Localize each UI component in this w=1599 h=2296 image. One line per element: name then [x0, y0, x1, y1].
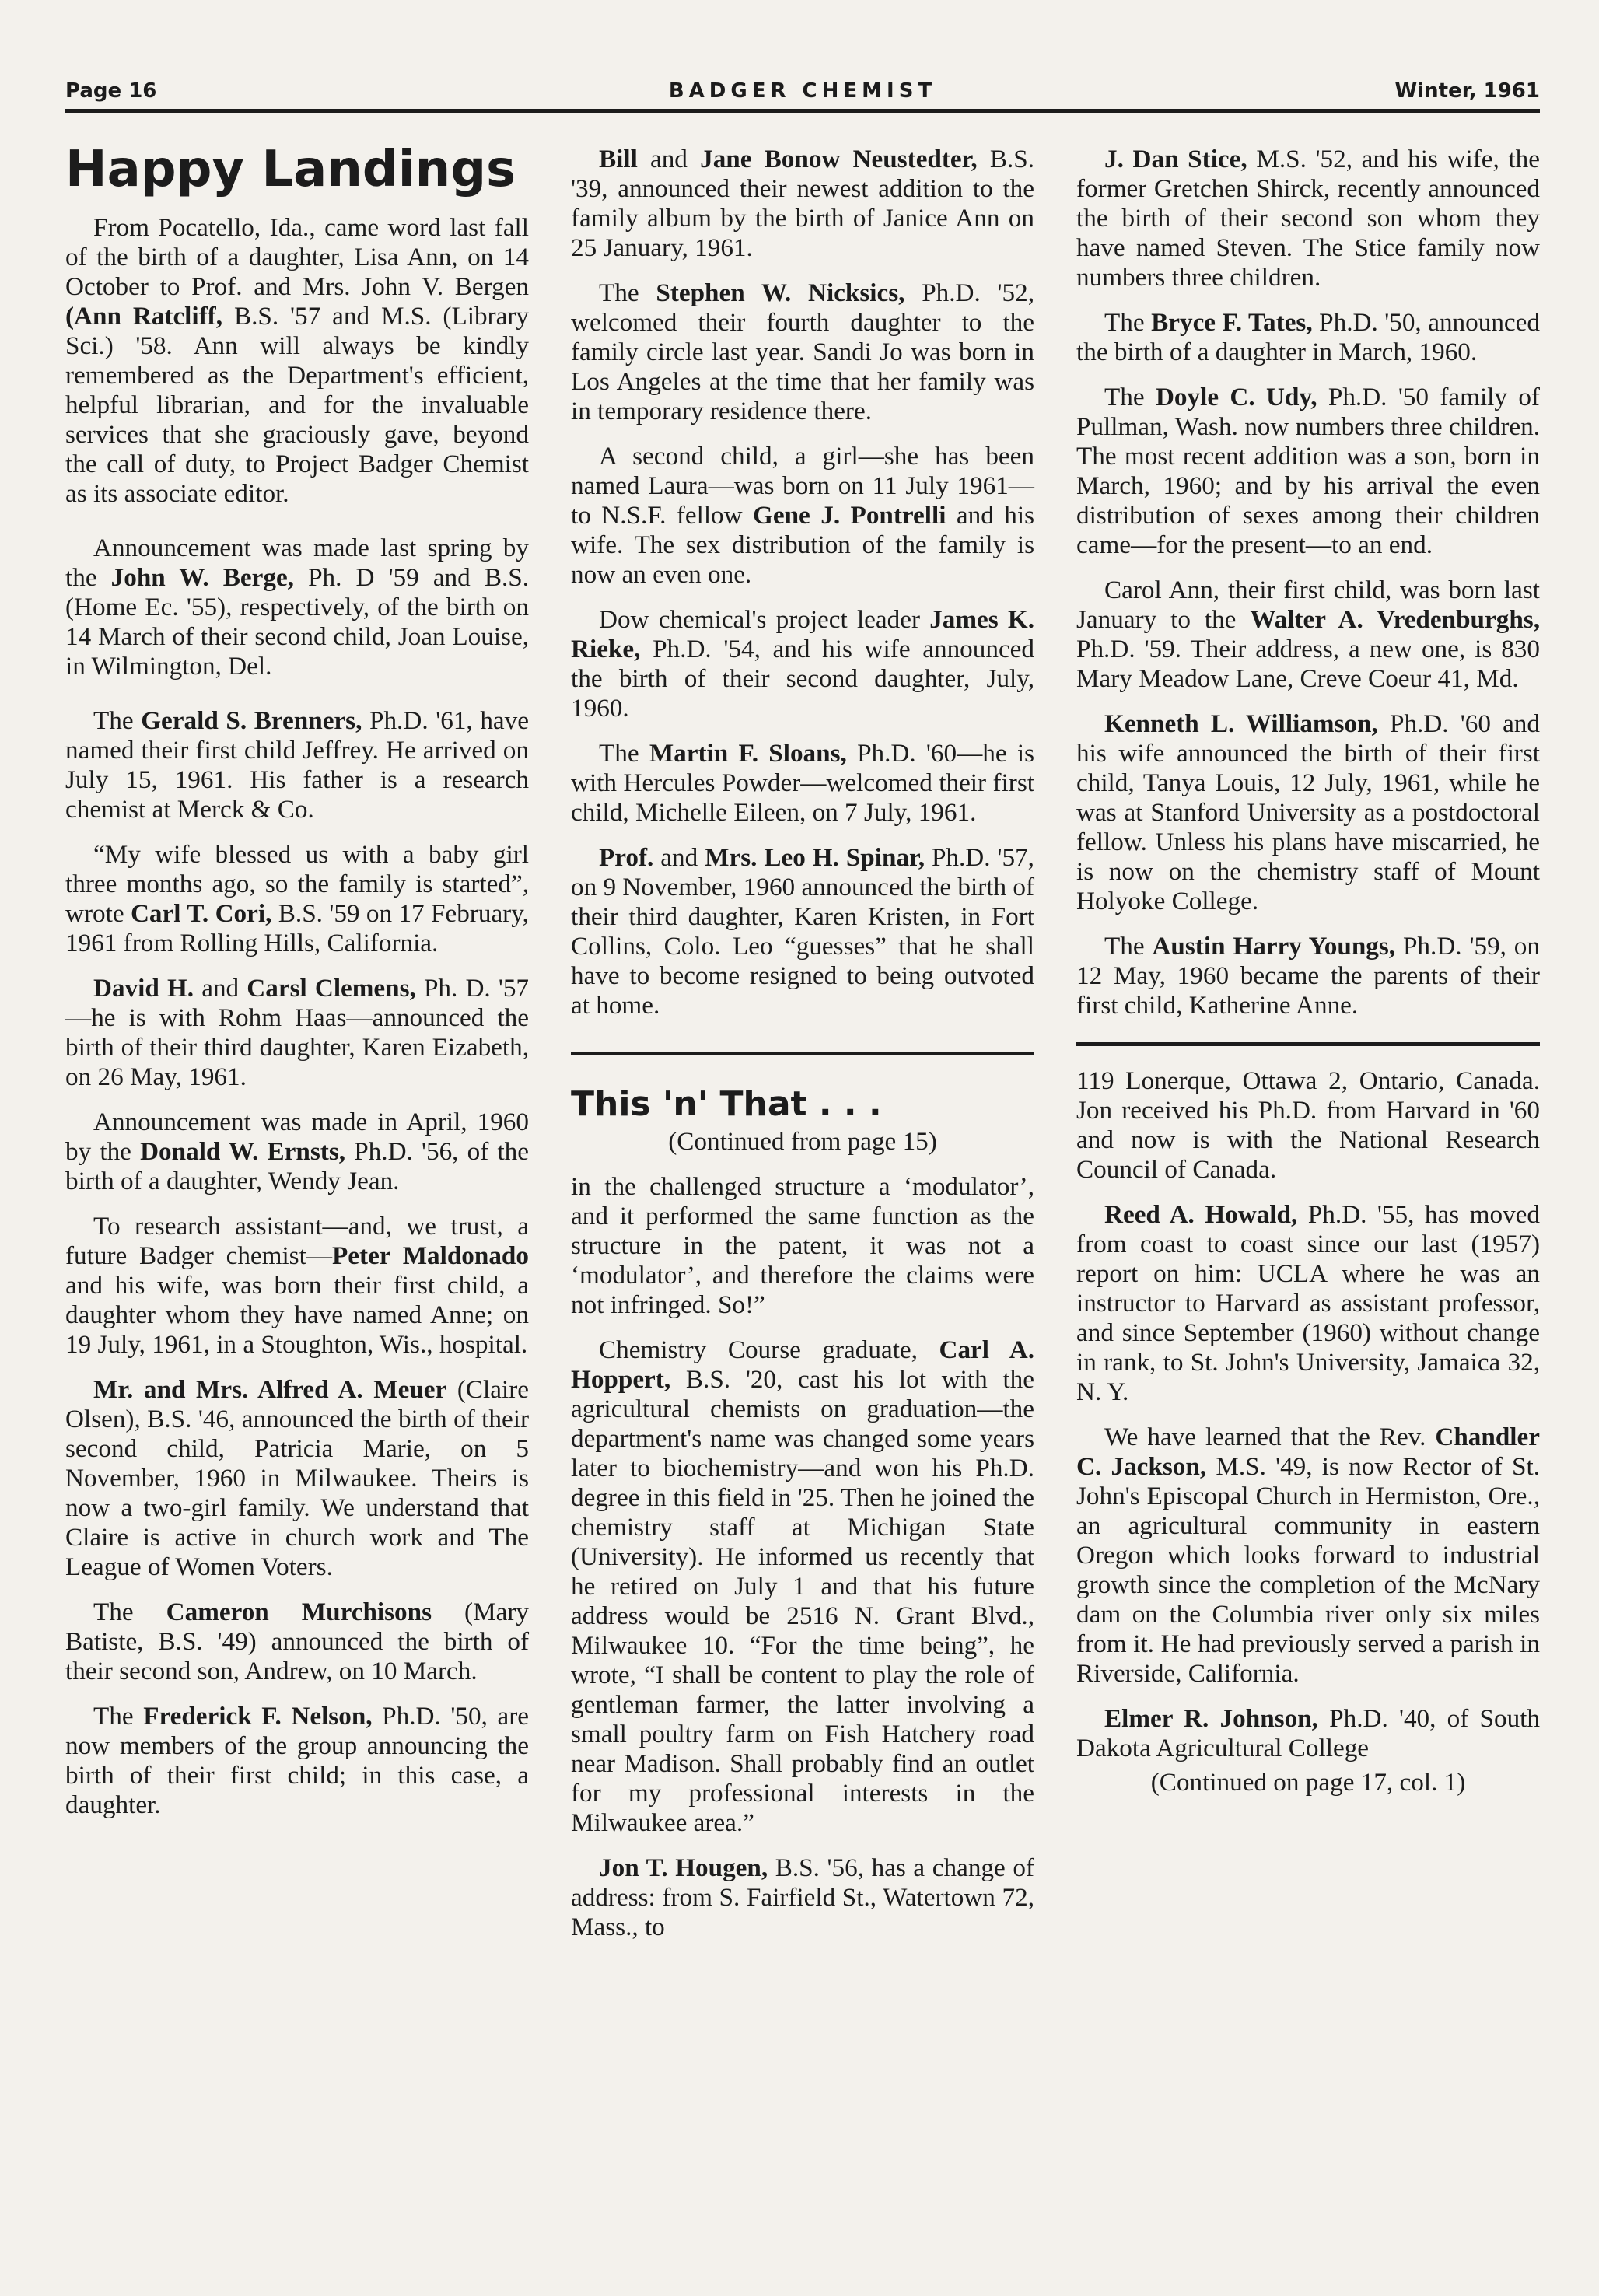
person-name: J. Dan Stice,: [1104, 145, 1247, 173]
person-name: Stephen W. Nicksics,: [656, 278, 905, 307]
person-name: Peter Maldonado: [332, 1241, 529, 1270]
person-name: Bryce F. Tates,: [1151, 308, 1313, 337]
person-name: Chandler C. Jackson,: [1076, 1423, 1540, 1481]
paragraph: The Austin Harry Youngs, Ph.D. '59, on 12 May, 1960 became the parents of their first child, Katherine Anne.: [1076, 932, 1540, 1020]
paragraph: A second child, a girl—she has been named Laura—was born on 11 July 1961—to N.S.F. fellow Gene J. Pontrelli and his wife. The sex distribution of the family is now an even one.: [571, 442, 1034, 589]
issue-date: Winter, 1961: [1394, 79, 1540, 103]
section-divider: [571, 1052, 1034, 1055]
paragraph: Jon T. Hougen, B.S. '56, has a change of address: from S. Fairfield St., Watertown 72, Mass., to: [571, 1853, 1034, 1941]
continued-from-note: (Continued from page 15): [668, 1127, 937, 1156]
paragraph: Elmer R. Johnson, Ph.D. '40, of South Dakota Agricultural College: [1076, 1704, 1540, 1762]
person-name: Carl T. Cori,: [130, 899, 272, 928]
person-name: Cameron Murchisons: [166, 1598, 432, 1626]
paragraph: The Frederick F. Nelson, Ph.D. '50, are now members of the group announcing the birth of their first child; in this case, a daughter.: [65, 1702, 529, 1819]
paragraph: Dow chemical's project leader James K. Rieke, Ph.D. '54, and his wife announced the birth of their second daughter, July, 1960.: [571, 605, 1034, 723]
person-name: James K. Rieke,: [571, 605, 1034, 663]
paragraph: David H. and Carsl Clemens, Ph. D. '57—he is with Rohm Haas—announced the birth of their third daughter, Karen Eizabeth, on 26 May, 1961.: [65, 974, 530, 1091]
person-name: Gerald S. Brenners,: [141, 706, 362, 735]
person-name: Kenneth L. Williamson,: [1104, 709, 1378, 738]
person-name: Mr. and Mrs. Alfred A. Meuer: [93, 1375, 447, 1404]
person-name: Walter A. Vredenburghs,: [1250, 605, 1540, 634]
person-name: John W. Berge,: [110, 563, 294, 592]
paragraph: The Martin F. Sloans, Ph.D. '60—he is with Hercules Powder—welcomed their first child, Michelle Eileen, on 7 July, 1961.: [571, 739, 1034, 827]
paragraph: “My wife blessed us with a baby girl three months ago, so the family is started”, wrote Carl T. Cori, B.S. '59 on 17 February, 1961 from Rolling Hills, California.: [65, 840, 529, 957]
person-name: Doyle C. Udy,: [1155, 383, 1317, 411]
person-name: (Ann Ratcliff,: [65, 302, 223, 331]
paragraph: To research assistant—and, we trust, a future Badger chemist—Peter Maldonado and his wife, was born their first child, a daughter whom they have named Anne; on 19 July, 1961, in a Stoughton, Wis., hospital.: [65, 1212, 529, 1359]
journal-name: BADGER CHEMIST: [668, 79, 937, 103]
person-name: Austin Harry Youngs,: [1152, 932, 1396, 961]
continued-on-note: (Continued on page 17, col. 1): [1150, 1768, 1466, 1797]
section-title: This 'n' That . . .: [571, 1084, 882, 1124]
paragraph: Prof. and Mrs. Leo H. Spinar, Ph.D. '57, on 9 November, 1960 announced the birth of their third daughter, Karen Kristen, in Fort Collins, Colo. Leo “guesses” that he shall have to become resigned to being outvoted at home.: [571, 843, 1034, 1020]
person-name: Donald W. Ernsts,: [140, 1137, 346, 1166]
page-number: Page 16: [65, 79, 157, 103]
column-2: [571, 145, 1034, 1958]
paragraph: The Cameron Murchisons (Mary Batiste, B.S. '49) announced the birth of their second son, Andrew, on 10 March.: [65, 1598, 529, 1685]
paragraph: The Doyle C. Udy, Ph.D. '50 family of Pullman, Wash. now numbers three children. The most recent addition was a son, born in March, 1960; and by his arrival the even distribution of sexes among their children came—for the present—to an end.: [1076, 383, 1540, 559]
person-name: Jon T. Hougen,: [599, 1853, 768, 1882]
page-header: [65, 75, 1540, 113]
paragraph: in the challenged structure a ‘modulator’, and it performed the same function as the structure in the patent, it was not a ‘modulator’, and therefore the claims were not infringed. So!”: [571, 1172, 1034, 1319]
paragraph: Mr. and Mrs. Alfred A. Meuer (Claire Olsen), B.S. '46, announced the birth of their second child, Patricia Marie, on 5 November, 1960 in Milwaukee. Theirs is now a two-girl family. We understand that Claire is active in church work and The League of Women Voters.: [65, 1375, 529, 1581]
person-name: Carsl Clemens,: [247, 974, 416, 1003]
paragraph: Carol Ann, their first child, was born last January to the Walter A. Vredenburghs, Ph.D. '59. Their address, a new one, is 830 Mary Meadow Lane, Creve Coeur 41, Md.: [1076, 576, 1540, 693]
paragraph: The Stephen W. Nicksics, Ph.D. '52, welcomed their fourth daughter to the family circle last year. Sandi Jo was born in Los Angeles at the time that her family was in temporary residence there.: [571, 278, 1034, 425]
article-title: Happy Landings: [65, 141, 516, 198]
person-name: David H.: [93, 974, 194, 1003]
paragraph: Bill and Jane Bonow Neustedter, B.S. '39, announced their newest addition to the family album by the birth of Janice Ann on 25 January, 1961.: [571, 145, 1035, 262]
column-3: [1076, 145, 1540, 1813]
person-name: Reed A. Howald,: [1104, 1200, 1298, 1229]
paragraph: J. Dan Stice, M.S. '52, and his wife, the former Gretchen Shirck, recently announced the birth of their second son whom they have named Steven. The Stice family now numbers three children.: [1076, 145, 1541, 292]
paragraph: The Gerald S. Brenners, Ph.D. '61, have named their first child Jeffrey. He arrived on July 15, 1961. His father is a research chemist at Merck & Co.: [65, 706, 529, 824]
paragraph: Reed A. Howald, Ph.D. '55, has moved from coast to coast since our last (1957) report on him: UCLA where he was an instructor to Harvard as assistant professor, and since September (1960) without change in rank, to St. John's University, Jamaica 32, N. Y.: [1076, 1200, 1540, 1406]
person-name: Gene J. Pontrelli: [753, 501, 946, 530]
paragraph: Kenneth L. Williamson, Ph.D. '60 and his wife announced the birth of their first child, Tanya Louis, 12 July, 1961, while he was at Stanford University as a postdoctoral fellow. Unless his plans have miscarried, he is now on the chemistry staff of Mount Holyoke College.: [1076, 709, 1540, 915]
person-name: Jane Bonow Neustedter,: [700, 145, 978, 173]
person-name: Martin F. Sloans,: [649, 739, 847, 768]
person-name: Prof.: [599, 843, 654, 872]
person-name: Bill: [599, 145, 638, 173]
person-name: Carl A. Hoppert,: [571, 1335, 1034, 1394]
person-name: Frederick F. Nelson,: [143, 1702, 373, 1731]
magazine-page: [65, 75, 1540, 2284]
column-1: [65, 140, 529, 1836]
paragraph: From Pocatello, Ida., came word last fall of the birth of a daughter, Lisa Ann, on 14 October to Prof. and Mrs. John V. Bergen (Ann Ratcliff, B.S. '57 and M.S. (Library Sci.) '58. Ann will always be kindly remembered as the Department's efficient, helpful librarian, and for the invaluable services that she graciously gave, beyond the call of duty, to Project Badger Chemist as its associate editor.: [65, 213, 529, 508]
paragraph: We have learned that the Rev. Chandler C. Jackson, M.S. '49, is now Rector of St. John's Episcopal Church in Hermiston, Ore., an agricultural community in eastern Oregon which looks forward to industrial growth since the completion of the McNary dam on the Columbia river only six miles from it. He had previously served a parish in Riverside, California.: [1076, 1423, 1540, 1688]
paragraph: Chemistry Course graduate, Carl A. Hoppert, B.S. '20, cast his lot with the agricultural chemists on graduation—the department's name was changed some years later to biochemistry—and won his Ph.D. degree in this field in '25. Then he joined the chemistry staff at Michigan State (University). He informed us recently that he retired on July 1 and that his future address would be 2516 N. Grant Blvd., Milwaukee 10. “For the time being”, he wrote, “I shall be content to play the role of gentleman farmer, the latter involving a small poultry farm on Fish Hatchery road near Madison. Shall probably find an outlet for my professional interests in the Milwaukee area.”: [571, 1335, 1034, 1837]
paragraph: 119 Lonerque, Ottawa 2, Ontario, Canada. Jon received his Ph.D. from Harvard in '60 and now is with the National Research Council of Canada.: [1076, 1066, 1540, 1184]
person-name: Mrs. Leo H. Spinar,: [705, 843, 925, 872]
person-name: Elmer R. Johnson,: [1104, 1704, 1318, 1733]
paragraph: Announcement was made last spring by the John W. Berge, Ph. D '59 and B.S. (Home Ec. '55), respectively, of the birth on 14 March of their second child, Joan Louise, in Wilmington, Del.: [65, 534, 530, 681]
paragraph: Announcement was made in April, 1960 by the Donald W. Ernsts, Ph.D. '56, of the birth of a daughter, Wendy Jean.: [65, 1108, 529, 1195]
paragraph: The Bryce F. Tates, Ph.D. '50, announced the birth of a daughter in March, 1960.: [1076, 308, 1540, 366]
section-divider: [1076, 1042, 1540, 1046]
